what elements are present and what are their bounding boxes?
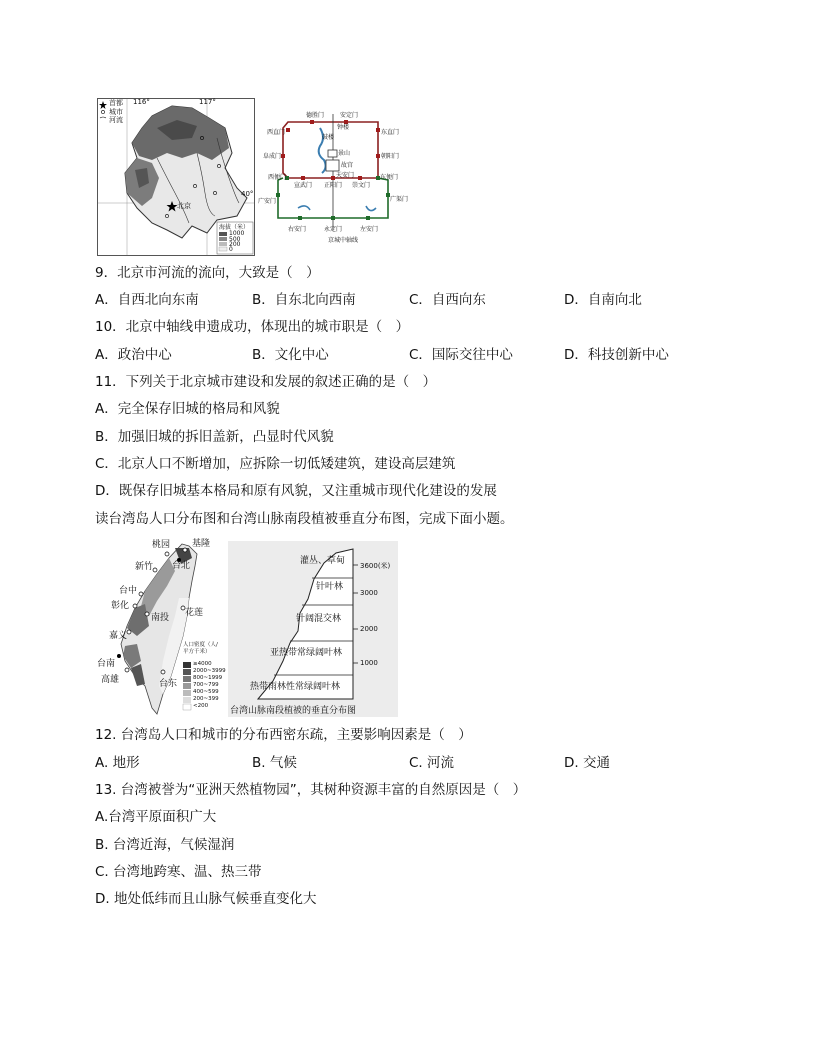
beijing-terrain-map [97, 98, 255, 256]
beijing-legend-capital: 首都 [109, 99, 123, 107]
q9-option-b[interactable]: B．自东北向西南 [252, 292, 356, 308]
beijing-lat-label: 40° [241, 190, 254, 198]
beijing-legend-river: 河流 [109, 116, 123, 124]
taiwan-city-label: 台南 [97, 659, 116, 669]
tick-1000: 1000 [360, 659, 378, 667]
q10-stem: 10．北京中轴线申遗成功，体现出的城市职是（ ） [95, 319, 410, 335]
q11-option-d[interactable]: D．既保存旧城基本格局和原有风貌，又注重城市现代化建设的发展 [95, 483, 497, 499]
landmark-label: 天安门 [336, 172, 355, 179]
taiwan-city-label: 花莲 [185, 608, 204, 618]
q12-stem: 12. 台湾岛人口和城市的分布西密东疏，主要影响因素是（ ） [95, 727, 472, 743]
q11-option-b[interactable]: B．加强旧城的拆旧盖新，凸显时代风貌 [95, 429, 334, 445]
tick-2000: 2000 [360, 625, 378, 633]
taiwan-legend-item: 200~399 [193, 696, 219, 702]
q13-option-b[interactable]: B. 台湾近海，气候湿润 [95, 837, 235, 853]
taiwan-legend-item: 700~799 [193, 682, 219, 688]
gate-label: 阜成门 [263, 153, 282, 160]
gate-label: 正阳门 [324, 182, 343, 189]
gate-label: 左安门 [360, 226, 379, 233]
taiwan-city-label: 台中 [119, 586, 138, 596]
central-axis-map [258, 98, 412, 248]
taiwan-population-map [97, 536, 227, 718]
beijing-legend-city: 城市 [109, 108, 123, 116]
beijing-scale-200: 200 [229, 241, 241, 248]
q9-stem: 9．北京市河流的流向，大致是（ ） [95, 265, 320, 281]
q12-option-a[interactable]: A. 地形 [95, 755, 140, 771]
q10-option-d[interactable]: D．科技创新中心 [564, 347, 669, 363]
taiwan-city-label: 台东 [159, 679, 178, 689]
beijing-lon-label-116: 116° [133, 98, 150, 106]
zone-coniferous: 针叶林 [316, 582, 344, 592]
zone-tropical: 热带雨林性常绿阔叶林 [250, 682, 341, 692]
taiwan-city-label: 嘉义 [109, 631, 128, 641]
landmark-label: 鼓楼 [322, 134, 335, 141]
taiwan-city-label: 台北 [172, 561, 191, 571]
q12-option-c[interactable]: C. 河流 [409, 755, 455, 771]
taiwan-legend-item: <200 [193, 703, 209, 709]
taiwan-legend-item: ≥4000 [193, 661, 212, 667]
gate-label: 德胜门 [306, 112, 325, 119]
vegetation-caption: 台湾山脉南段植被的垂直分布图 [230, 706, 357, 716]
gate-label: 西便门 [268, 174, 287, 181]
gate-label: 右安门 [288, 226, 307, 233]
taiwan-city-label: 基隆 [192, 539, 211, 549]
q10-option-b[interactable]: B．文化中心 [252, 347, 329, 363]
gate-label: 崇文门 [352, 182, 371, 189]
tick-3000: 3000 [360, 589, 378, 597]
landmark-label: 景山 [338, 150, 351, 157]
q9-option-c[interactable]: C．自西向东 [409, 292, 486, 308]
landmark-label: 故宫 [341, 162, 354, 169]
gate-label: 东直门 [381, 129, 400, 136]
taiwan-city-label: 彰化 [111, 601, 130, 611]
taiwan-city-label: 高雄 [101, 675, 120, 685]
vegetation-zonation-chart [228, 541, 398, 717]
beijing-lon-label-117: 117° [199, 98, 216, 106]
axis-caption: 京城中轴线 [328, 237, 359, 244]
q11-option-c[interactable]: C．北京人口不断增加，应拆除一切低矮建筑，建设高层建筑 [95, 456, 456, 472]
zone-shrub-meadow: 灌丛、草甸 [300, 556, 346, 566]
taiwan-city-label: 南投 [151, 613, 170, 623]
tick-3600: 3600(米) [360, 562, 391, 570]
gate-label: 安定门 [340, 112, 359, 119]
beijing-scale-title: 海拔（米） [219, 224, 250, 231]
q11-option-a[interactable]: A．完全保存旧城的格局和风貌 [95, 401, 280, 417]
beijing-scale-1000: 1000 [229, 230, 245, 237]
taiwan-legend-item: 2000~3999 [193, 668, 226, 674]
taiwan-legend-title: 人口密度（人/平方千米） [183, 642, 218, 655]
taiwan-city-label: 新竹 [135, 562, 154, 572]
gate-label: 永定门 [324, 226, 343, 233]
q13-option-d[interactable]: D. 地处低纬而且山脉气候垂直变化大 [95, 891, 317, 907]
zone-subtropical: 亚热带常绿阔叶林 [270, 648, 343, 658]
gate-label: 朝阳门 [381, 153, 400, 160]
gate-label: 宣武门 [294, 182, 313, 189]
q12-option-b[interactable]: B. 气候 [252, 755, 297, 771]
q9-option-a[interactable]: A．自西北向东南 [95, 292, 199, 308]
beijing-scale-500: 500 [229, 236, 241, 243]
q12-option-d[interactable]: D. 交通 [564, 755, 610, 771]
intro-text: 读台湾岛人口分布图和台湾山脉南段植被垂直分布图，完成下面小题。 [95, 511, 514, 527]
beijing-scale-0: 0 [229, 246, 233, 253]
q13-option-c[interactable]: C. 台湾地跨寒、温、热三带 [95, 864, 262, 880]
beijing-city-label: 北京 [177, 202, 191, 210]
taiwan-city-label: 桃园 [152, 540, 171, 550]
q10-option-c[interactable]: C．国际交往中心 [409, 347, 513, 363]
zone-mixed: 针阔混交林 [296, 614, 342, 624]
taiwan-legend-item: 800~1999 [193, 675, 223, 681]
q11-stem: 11．下列关于北京城市建设和发展的叙述正确的是（ ） [95, 374, 437, 390]
gate-label: 西直门 [267, 129, 286, 136]
q13-option-a[interactable]: A.台湾平原面积广大 [95, 809, 217, 825]
q9-option-d[interactable]: D．自南向北 [564, 292, 642, 308]
landmark-label: 钟楼 [337, 124, 350, 131]
taiwan-legend-item: 400~599 [193, 689, 219, 695]
gate-label: 东便门 [380, 174, 399, 181]
gate-label: 广渠门 [390, 196, 409, 203]
q13-stem: 13. 台湾被誉为“亚洲天然植物园”，其树种资源丰富的自然原因是（ ） [95, 782, 527, 798]
gate-label: 广安门 [258, 198, 277, 205]
q10-option-a[interactable]: A．政治中心 [95, 347, 172, 363]
